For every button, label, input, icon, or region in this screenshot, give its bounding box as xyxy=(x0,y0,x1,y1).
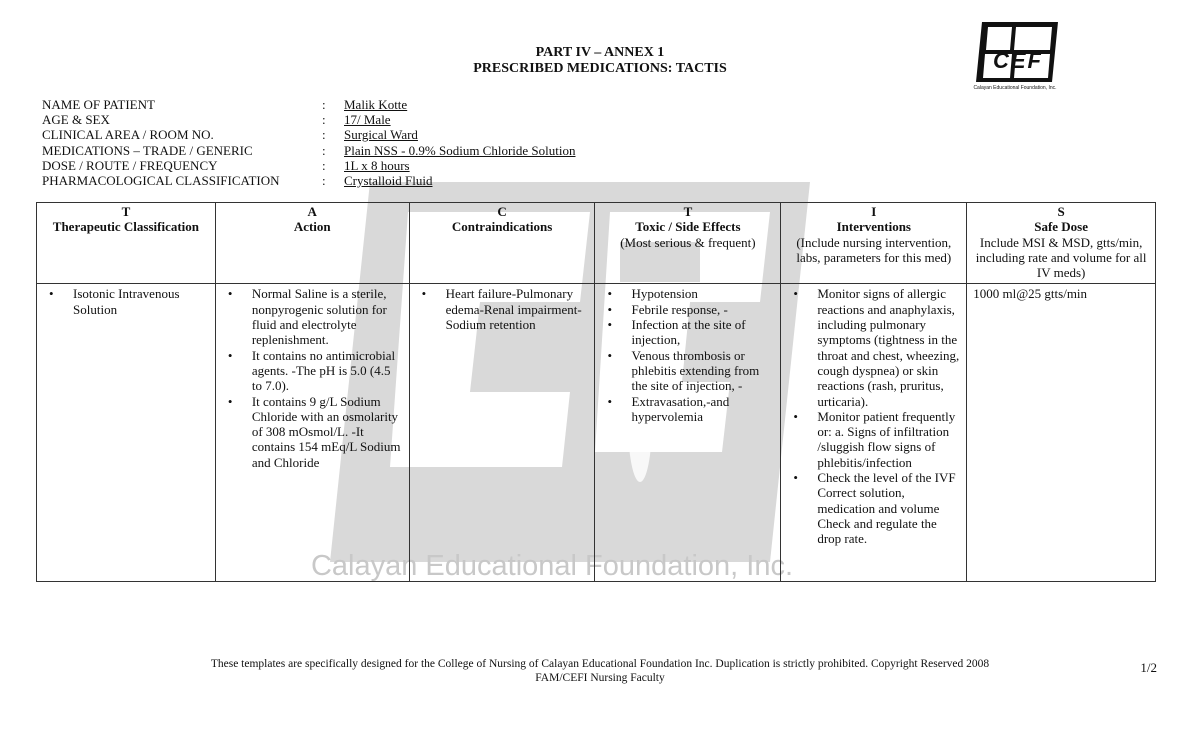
list-item: • Febrile response, - xyxy=(631,302,774,317)
info-row-dose xyxy=(42,158,576,173)
safe-dose-value: 1000 ml@25 gtts/min xyxy=(973,286,1088,302)
logo-caption: Calayan Educational Foundation, Inc. xyxy=(973,85,1057,91)
list-item: • Check the level of the IVF Correct solution, medication and volume Check and regulate the drop rate. xyxy=(817,470,960,546)
column-subtitle: Include MSI & MSD, gtts/min, including rate and volume for all IV meds) xyxy=(975,234,1147,281)
list-item: • Infection at the site of injection, xyxy=(631,317,774,348)
doc-title-line2: PRESCRIBED MEDICATIONS: TACTIS xyxy=(473,61,727,76)
column-header-therapeutic xyxy=(37,203,216,284)
info-label: MEDICATIONS – TRADE / GENERIC xyxy=(42,142,253,158)
table-header-row xyxy=(37,203,1156,284)
page-number: 1/2 xyxy=(1140,660,1157,675)
column-header-contraindications xyxy=(409,203,595,284)
cell-action xyxy=(215,284,409,582)
column-title: Action xyxy=(293,219,331,235)
list-item: • Heart failure-Pulmonary edema-Renal impairment-Sodium retention xyxy=(446,286,589,332)
info-colon: : xyxy=(322,97,326,112)
column-letter: T xyxy=(683,204,693,219)
info-row-classification xyxy=(42,173,576,188)
cell-interventions xyxy=(781,284,967,582)
info-row-medications xyxy=(42,143,576,158)
column-subtitle: (Include nursing intervention, labs, parameters for this med) xyxy=(796,234,952,265)
list-item: • Normal Saline is a sterile, nonpyrogenic solution for fluid and electrolyte replenishment. xyxy=(252,286,403,347)
column-title: Therapeutic Classification xyxy=(52,219,200,235)
info-colon: : xyxy=(322,112,326,128)
column-title: Toxic / Side Effects xyxy=(635,219,741,235)
info-value: Surgical Ward xyxy=(344,127,418,143)
info-row-clinical-area xyxy=(42,127,576,142)
list-item: • Monitor signs of allergic reactions and anaphylaxis, including pulmonary symptoms (tightness in the throat and chest, wheezing, cough dyspnea) or skin reactions (rash, pruritus, urticaria). xyxy=(817,286,960,408)
list-item: • Monitor patient frequently or: a. Signs of infiltration /sluggish flow signs of phlebitis/infection xyxy=(817,409,960,470)
cell-safe-dose xyxy=(967,284,1156,582)
info-label: CLINICAL AREA / ROOM NO. xyxy=(42,127,214,143)
footer-copyright: These templates are specifically designed for the College of Nursing of Calayan Educational Foundation Inc. Duplication is strictly prohibited. Copyright Reserved 2008 xyxy=(210,658,990,670)
column-header-toxic xyxy=(595,203,781,284)
list-item: • Hypotension xyxy=(631,286,774,301)
info-colon: : xyxy=(322,127,326,143)
info-row-age-sex xyxy=(42,112,576,127)
cell-therapeutic xyxy=(37,284,216,582)
column-letter: T xyxy=(121,204,131,219)
info-label: AGE & SEX xyxy=(42,112,110,128)
patient-info xyxy=(42,97,576,188)
info-value: 17/ Male xyxy=(344,112,391,128)
list-item: • Extravasation,-and hypervolemia xyxy=(631,394,774,425)
cell-toxic xyxy=(595,284,781,582)
column-header-interventions xyxy=(781,203,967,284)
column-title: Interventions xyxy=(836,219,911,235)
info-label: PHARMACOLOGICAL CLASSIFICATION xyxy=(42,173,280,189)
info-value: Malik Kotte xyxy=(344,97,408,112)
column-title: Safe Dose xyxy=(1034,219,1089,235)
column-letter: I xyxy=(871,204,877,219)
info-label: NAME OF PATIENT xyxy=(42,97,155,112)
table-row xyxy=(37,284,1156,582)
list-item: • Isotonic Intravenous Solution xyxy=(73,286,209,317)
info-value: Crystalloid Fluid xyxy=(344,173,433,189)
info-value: 1L x 8 hours xyxy=(344,157,410,173)
info-colon: : xyxy=(322,157,326,173)
column-letter: A xyxy=(307,204,317,219)
column-letter: C xyxy=(497,204,507,219)
list-item: • It contains 9 g/L Sodium Chloride with an osmolarity of 308 mOsmol/L. -It contains 154 mEq/L Sodium and Chloride xyxy=(252,394,403,470)
footer-faculty: FAM/CEFI Nursing Faculty xyxy=(535,672,665,684)
info-label: DOSE / ROUTE / FREQUENCY xyxy=(42,157,218,173)
column-header-safe-dose xyxy=(967,203,1156,284)
doc-title-line1: PART IV – ANNEX 1 xyxy=(535,45,665,60)
cell-contraindications xyxy=(409,284,595,582)
list-item: • It contains no antimicrobial agents. -The pH is 5.0 (4.5 to 7.0). xyxy=(252,348,403,394)
list-item: • Venous thrombosis or phlebitis extending from the site of injection, - xyxy=(631,348,774,394)
column-subtitle: (Most serious & frequent) xyxy=(620,234,756,250)
column-header-action xyxy=(215,203,409,284)
column-title: Contraindications xyxy=(451,219,553,235)
info-colon: : xyxy=(322,142,326,158)
watermark-text: Calayan Educational Foundation, Inc. xyxy=(310,550,794,582)
logo-letters: CEF xyxy=(993,48,1043,73)
info-colon: : xyxy=(322,173,326,189)
info-value: Plain NSS - 0.9% Sodium Chloride Solution xyxy=(344,142,576,158)
info-row-name xyxy=(42,97,576,112)
column-letter: S xyxy=(1057,204,1065,219)
tactis-table xyxy=(36,202,1156,582)
